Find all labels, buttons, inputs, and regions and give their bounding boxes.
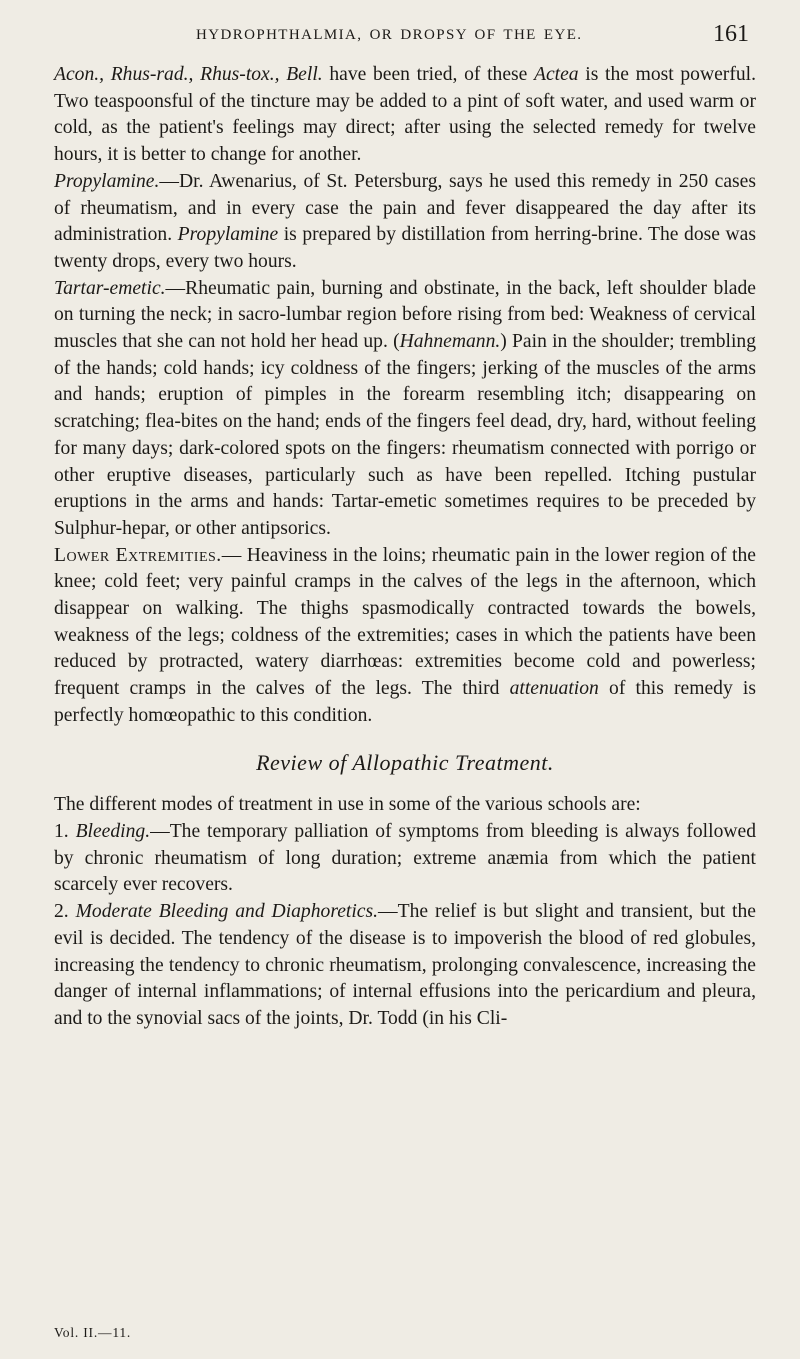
body-text <box>54 62 756 1033</box>
paragraph-lower-extremities <box>54 543 756 730</box>
paragraph-moderate-bleeding <box>54 899 756 1033</box>
treatment-heading: Moderate Bleeding and Diaphoretics. <box>75 901 379 923</box>
remedy-heading: Tartar-emetic. <box>54 277 166 299</box>
remedy-list: Acon., Rhus-rad., Rhus-tox., Bell. <box>54 64 323 85</box>
text-run: —The relief is but slight and transient, but the evil is decided. The tendency of the disease is to impoverish the blood of red globules, increasing the tendency to chronic rheumatism, prolonging convalescence, increasing the danger of internal inflammations; of internal effusions into the pericardium and pleura, and to the synovial sacs of the joints, Dr. Todd (in his Cli- <box>54 901 756 1029</box>
remedy-name: Actea <box>534 64 579 85</box>
page-number: 161 <box>713 21 749 47</box>
text-run: of this remedy is perfectly homœopathic to this condition. <box>54 678 756 726</box>
treatment-heading: Bleeding. <box>75 820 151 842</box>
text-run: The different modes of treatment in use in some of the various schools are: <box>54 794 641 816</box>
list-number: 1. <box>54 820 76 842</box>
list-number: 2. <box>54 901 76 923</box>
text-run: is the most powerful. Two teaspoonsful of the tincture may be added to a pint of soft water, and used warm or cold, as the patient's feelings may direct; after using the selected remedy for twelve hours, it is better to change for another. <box>54 64 756 166</box>
remedy-heading: Propylamine. <box>54 170 160 192</box>
section-heading: Review of Allopathic Treatment. <box>256 749 554 775</box>
signature-mark: Vol. II.—11. <box>54 1325 132 1340</box>
subheading-lower-extremities: Lower Extremities. <box>54 544 222 566</box>
paragraph-bleeding <box>54 819 756 899</box>
text-run: —The temporary palliation of symptoms from bleeding is always followed by chronic rheumatism of long duration; extreme anæmia from which the patient scarcely ever recovers. <box>54 820 757 896</box>
text-run: —Rheumatic pain, burning and obstinate, in the back, left shoulder blade on turning the neck; in sacro-lumbar region before rising from bed: Weakness of cervical muscles that she can not hold her head up. ( <box>54 277 756 353</box>
text-run: ) Pain in the shoulder; trembling of the hands; cold hands; icy coldness of the fingers; jerking of the muscles of the arms and hands; eruption of pimples in the forearm resembling itch; disappearing on scratching; flea-bites on the hand; ends of the fingers feel dead, dry, hard, without feeling for many days; dark-colored spots on the fingers: rheumatism connected with porrigo or other eruptive diseases, particularly such as have been repelled. Itching pustular eruptions in the arms and hands: Tartar-emetic sometimes requires to be preceded by Sulphur-hepar, or other antipsorics. <box>54 331 756 539</box>
remedy-name: Propylamine <box>177 224 279 246</box>
paragraph-remedies-tried <box>54 62 756 169</box>
text-run: have been tried, of these <box>322 64 534 85</box>
text-run: —Dr. Awenarius, of St. Petersburg, says he used this remedy in 250 cases of rheumatism, and in every case the pain and fever disappeared the day after its administration. <box>54 170 756 246</box>
running-head: HYDROPHTHALMIA, OR DROPSY OF THE EYE. <box>196 27 583 43</box>
paragraph-propylamine <box>54 169 756 276</box>
emphasis-term: attenuation <box>509 678 599 700</box>
text-run: is prepared by distillation from herring-brine. The dose was twenty drops, every two hours. <box>54 224 756 272</box>
text-run: — Heaviness in the loins; rheumatic pain in the lower region of the knee; cold feet; very painful cramps in the calves of the legs in the afternoon, which disappear on walking. The thighs spasmodically contracted towards the bowels, weakness of the legs; coldness of the extremities; cases in which the patients have been reduced by protracted, watery diarrhœas: extremities become cold and powerless; frequent cramps in the calves of the legs. The third <box>54 544 756 700</box>
paragraph-intro <box>54 792 756 819</box>
paragraph-tartar-emetic <box>54 276 756 543</box>
author-citation: Hahnemann. <box>399 331 501 353</box>
